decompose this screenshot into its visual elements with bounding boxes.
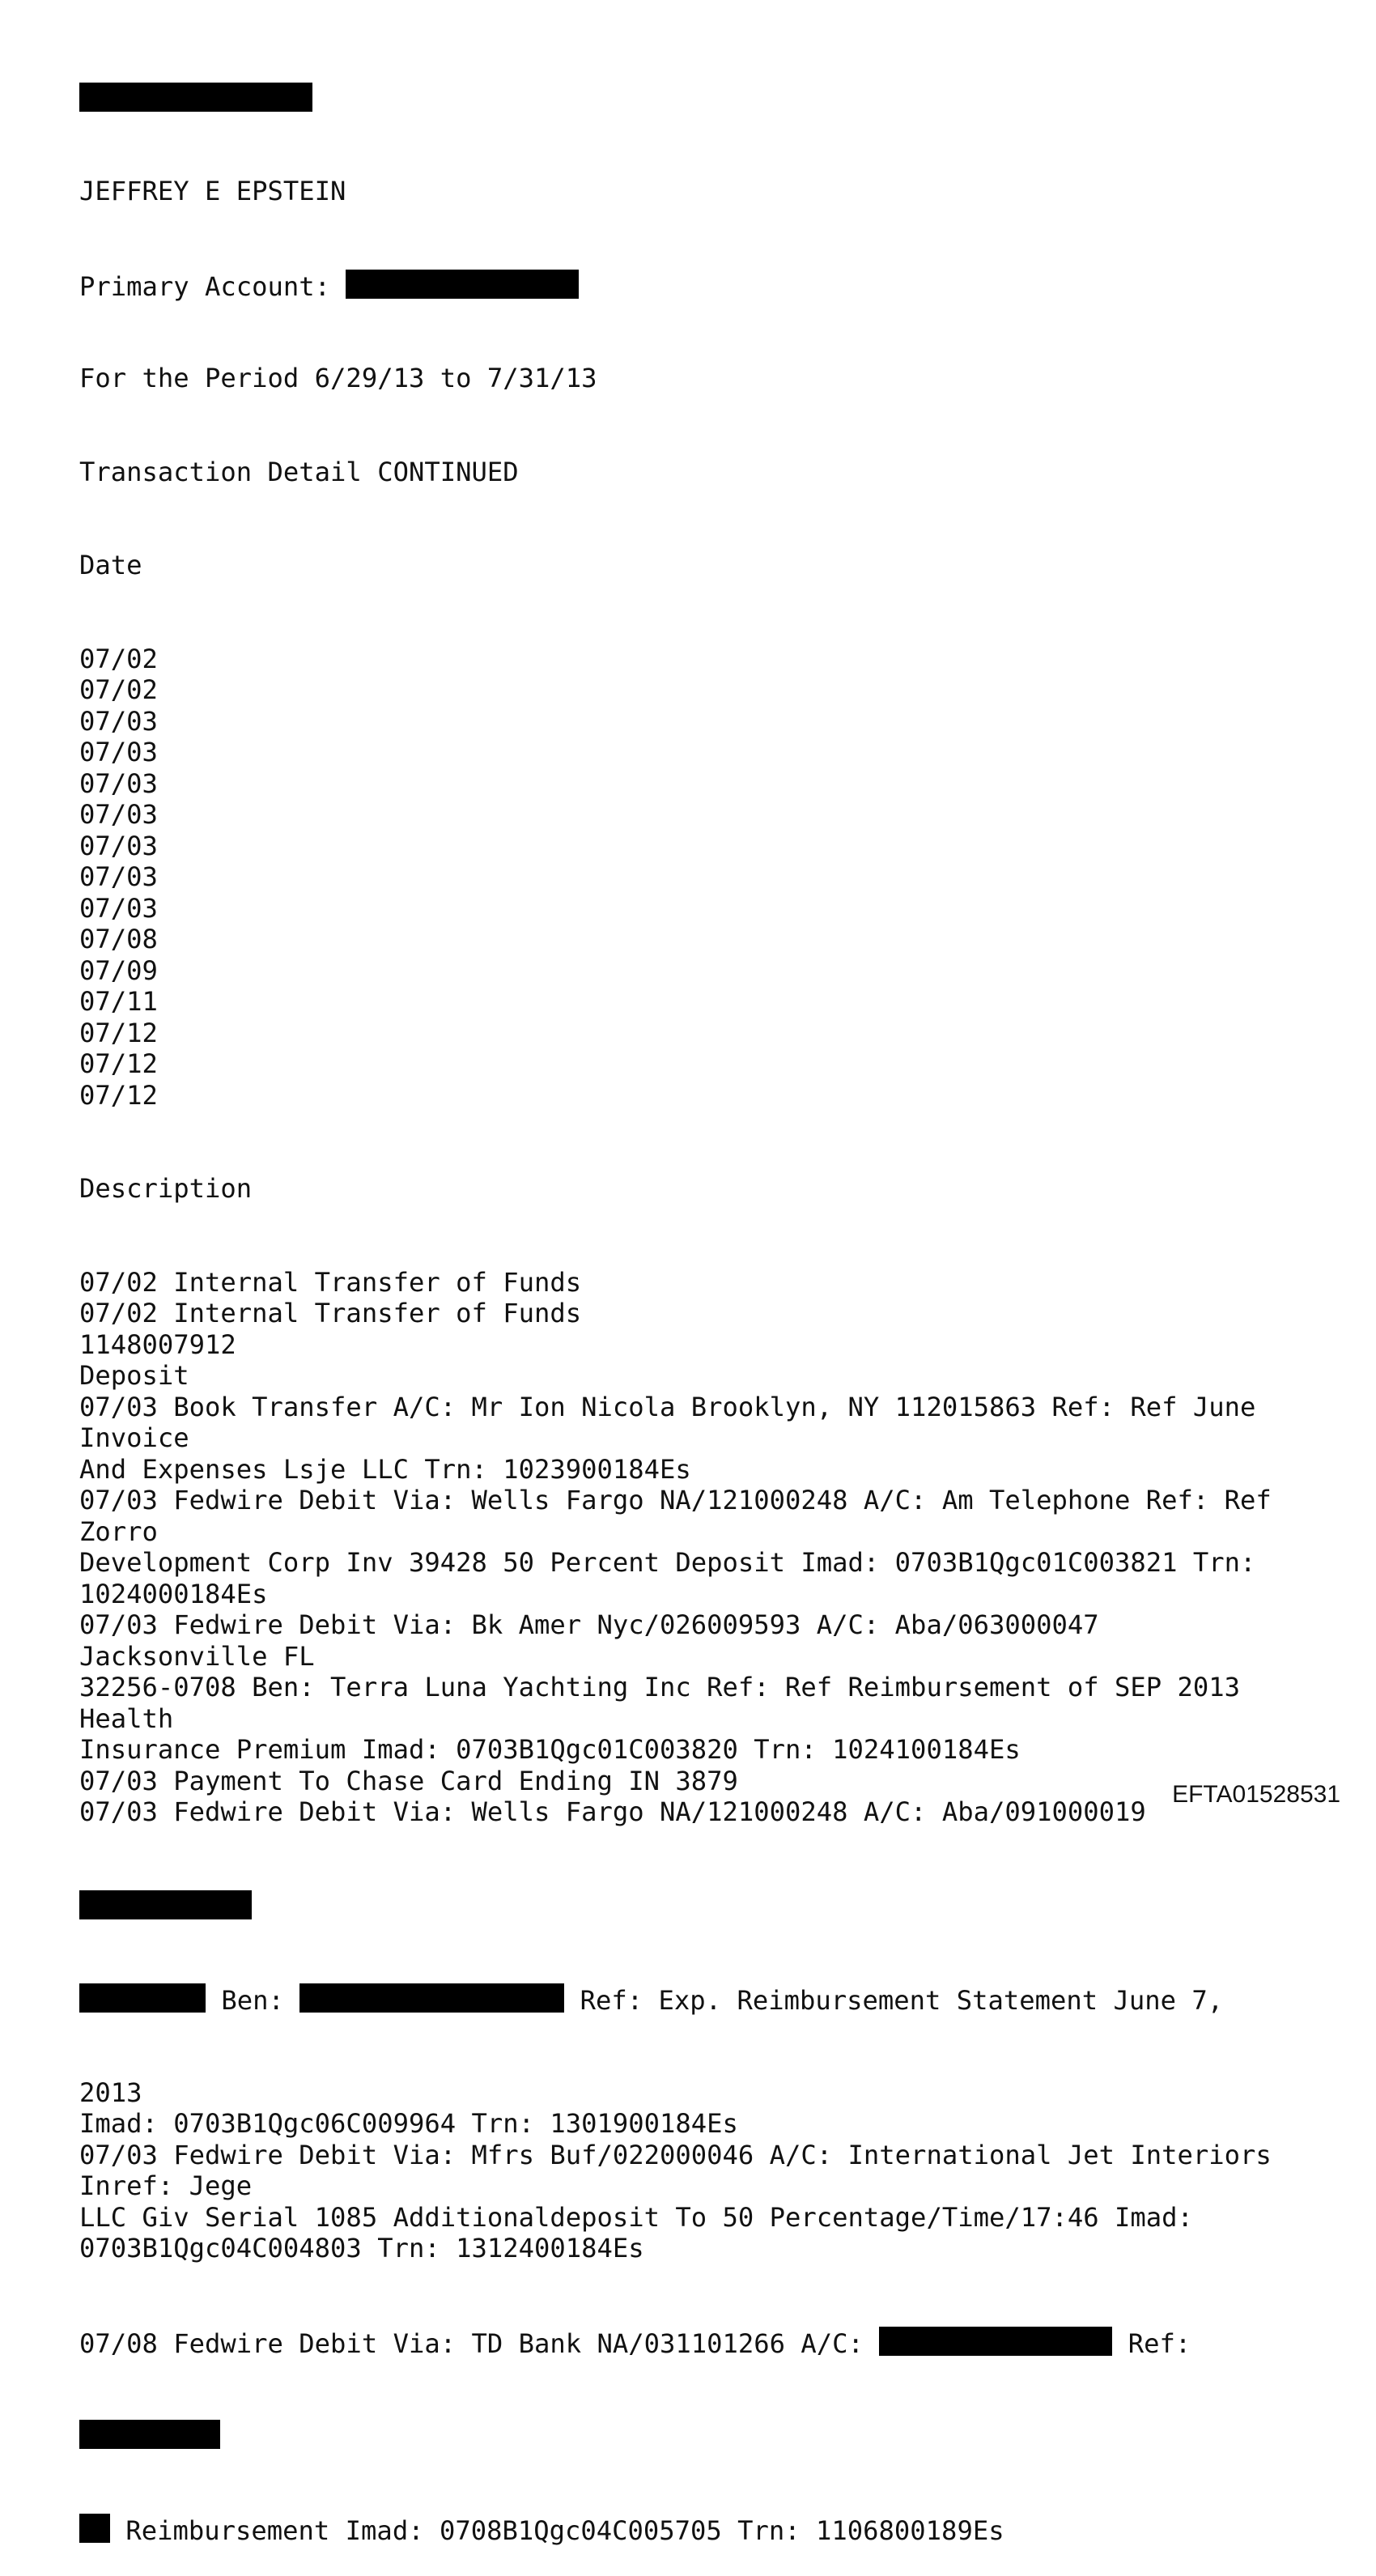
td-bank-text: 07/08 Fedwire Debit Via: TD Bank NA/031101266 A/C: (79, 2327, 880, 2359)
description-line: 07/03 Payment To Chase Card Ending IN 3879 (79, 1765, 738, 1796)
description-heading: Description (79, 1173, 253, 1204)
redaction-bar (879, 2327, 1112, 2356)
date-entry: 07/12 (79, 1017, 158, 1048)
date-entry: 07/02 (79, 643, 158, 674)
account-holder-name: JEFFREY E EPSTEIN (79, 176, 346, 206)
primary-account-label: Primary Account: (79, 270, 346, 302)
description-line: Inref: Jege (79, 2170, 253, 2201)
description-line: 07/03 Fedwire Debit Via: Bk Amer Nyc/026009593 A/C: Aba/063000047 (79, 1609, 1099, 1640)
date-entry: 07/03 (79, 892, 158, 924)
last-line-text: Reimbursement Imad: 0708B1Qgc04C005705 Trn: 1106800189Es (110, 2514, 1004, 2546)
ben-label: Ben: (206, 1985, 300, 2016)
description-list (79, 1267, 1326, 1828)
description-line: LLC Giv Serial 1085 Additionaldeposit To 50 Percentage/Time/17:46 Imad: (79, 2201, 1193, 2233)
description-line: 2013 (79, 2077, 142, 2108)
statement-period: For the Period 6/29/13 to 7/31/13 (79, 363, 597, 393)
description-line: Jacksonville FL (79, 1640, 315, 1672)
description-line: Development Corp Inv 39428 50 Percent Deposit Imad: 0703B1Qgc01C003821 Trn: (79, 1547, 1256, 1578)
description-line: 07/03 Book Transfer A/C: Mr Ion Nicola Brooklyn, NY 112015863 Ref: Ref June (79, 1391, 1256, 1422)
date-entry: 07/12 (79, 1048, 158, 1079)
redaction-bar (299, 1983, 564, 2013)
description-line: Insurance Premium Imad: 0703B1Qgc01C003820 Trn: 1024100184Es (79, 1734, 1021, 1765)
reimbursement-line (79, 2514, 1326, 2545)
redacted-line (79, 1890, 1326, 1922)
redaction-bar (346, 270, 579, 299)
date-entry: 07/08 (79, 924, 158, 954)
description-line: 07/03 Fedwire Debit Via: Wells Fargo NA/121000248 A/C: Aba/091000019 (79, 1796, 1146, 1827)
redaction-bar (79, 2514, 110, 2543)
date-entry: 07/03 (79, 705, 158, 737)
description-line: 07/02 Internal Transfer of Funds (79, 1298, 582, 1328)
td-bank-ref: Ref: (1112, 2327, 1191, 2359)
description-line: Deposit (79, 1360, 189, 1391)
date-entry: 07/03 (79, 830, 158, 861)
description-line: 07/03 Fedwire Debit Via: Mfrs Buf/022000046 A/C: International Jet Interiors (79, 2139, 1272, 2170)
redaction-bar-top (79, 83, 312, 112)
document-id: EFTA01528531 (1172, 1781, 1340, 1808)
date-entry: 07/03 (79, 861, 158, 892)
primary-account-line (79, 270, 1326, 301)
redaction-bar (79, 1983, 206, 2013)
date-entry: 07/12 (79, 1079, 158, 1111)
ben-ref: Ref: Exp. Reimbursement Statement June 7, (564, 1985, 1224, 2016)
description-line: Imad: 0703B1Qgc06C009964 Trn: 1301900184Es (79, 2108, 738, 2139)
beneficiary-line (79, 1983, 1326, 2015)
description-line: 0703B1Qgc04C004803 Trn: 1312400184Es (79, 2233, 644, 2264)
date-entry: 07/03 (79, 737, 158, 767)
section-title: Transaction Detail CONTINUED (79, 456, 519, 487)
date-list (79, 644, 1326, 1112)
redaction-bar (79, 2420, 220, 2449)
date-entry: 07/03 (79, 767, 158, 799)
description-list-continued (79, 2077, 1326, 2264)
description-line: 32256-0708 Ben: Terra Luna Yachting Inc Ref: Ref Reimbursement of SEP 2013 (79, 1672, 1241, 1702)
description-line: And Expenses Lsje LLC Trn: 1023900184Es (79, 1453, 691, 1485)
description-line: 07/02 Internal Transfer of Funds (79, 1266, 582, 1298)
transaction-detail-document (79, 113, 1326, 2576)
redaction-bar (79, 1890, 252, 1919)
description-line: 1148007912 (79, 1328, 236, 1360)
redacted-line (79, 2420, 1326, 2451)
date-entry: 07/09 (79, 954, 158, 986)
date-entry: 07/03 (79, 799, 158, 830)
td-bank-line (79, 2327, 1326, 2358)
description-line: Invoice (79, 1422, 189, 1453)
date-entry: 07/11 (79, 986, 158, 1017)
description-line: Health (79, 1702, 174, 1734)
date-entry: 07/02 (79, 674, 158, 705)
date-heading: Date (79, 550, 142, 580)
description-line: 07/03 Fedwire Debit Via: Wells Fargo NA/121000248 A/C: Am Telephone Ref: Ref (79, 1485, 1272, 1515)
description-line: Zorro (79, 1515, 158, 1547)
description-line: 1024000184Es (79, 1578, 268, 1609)
